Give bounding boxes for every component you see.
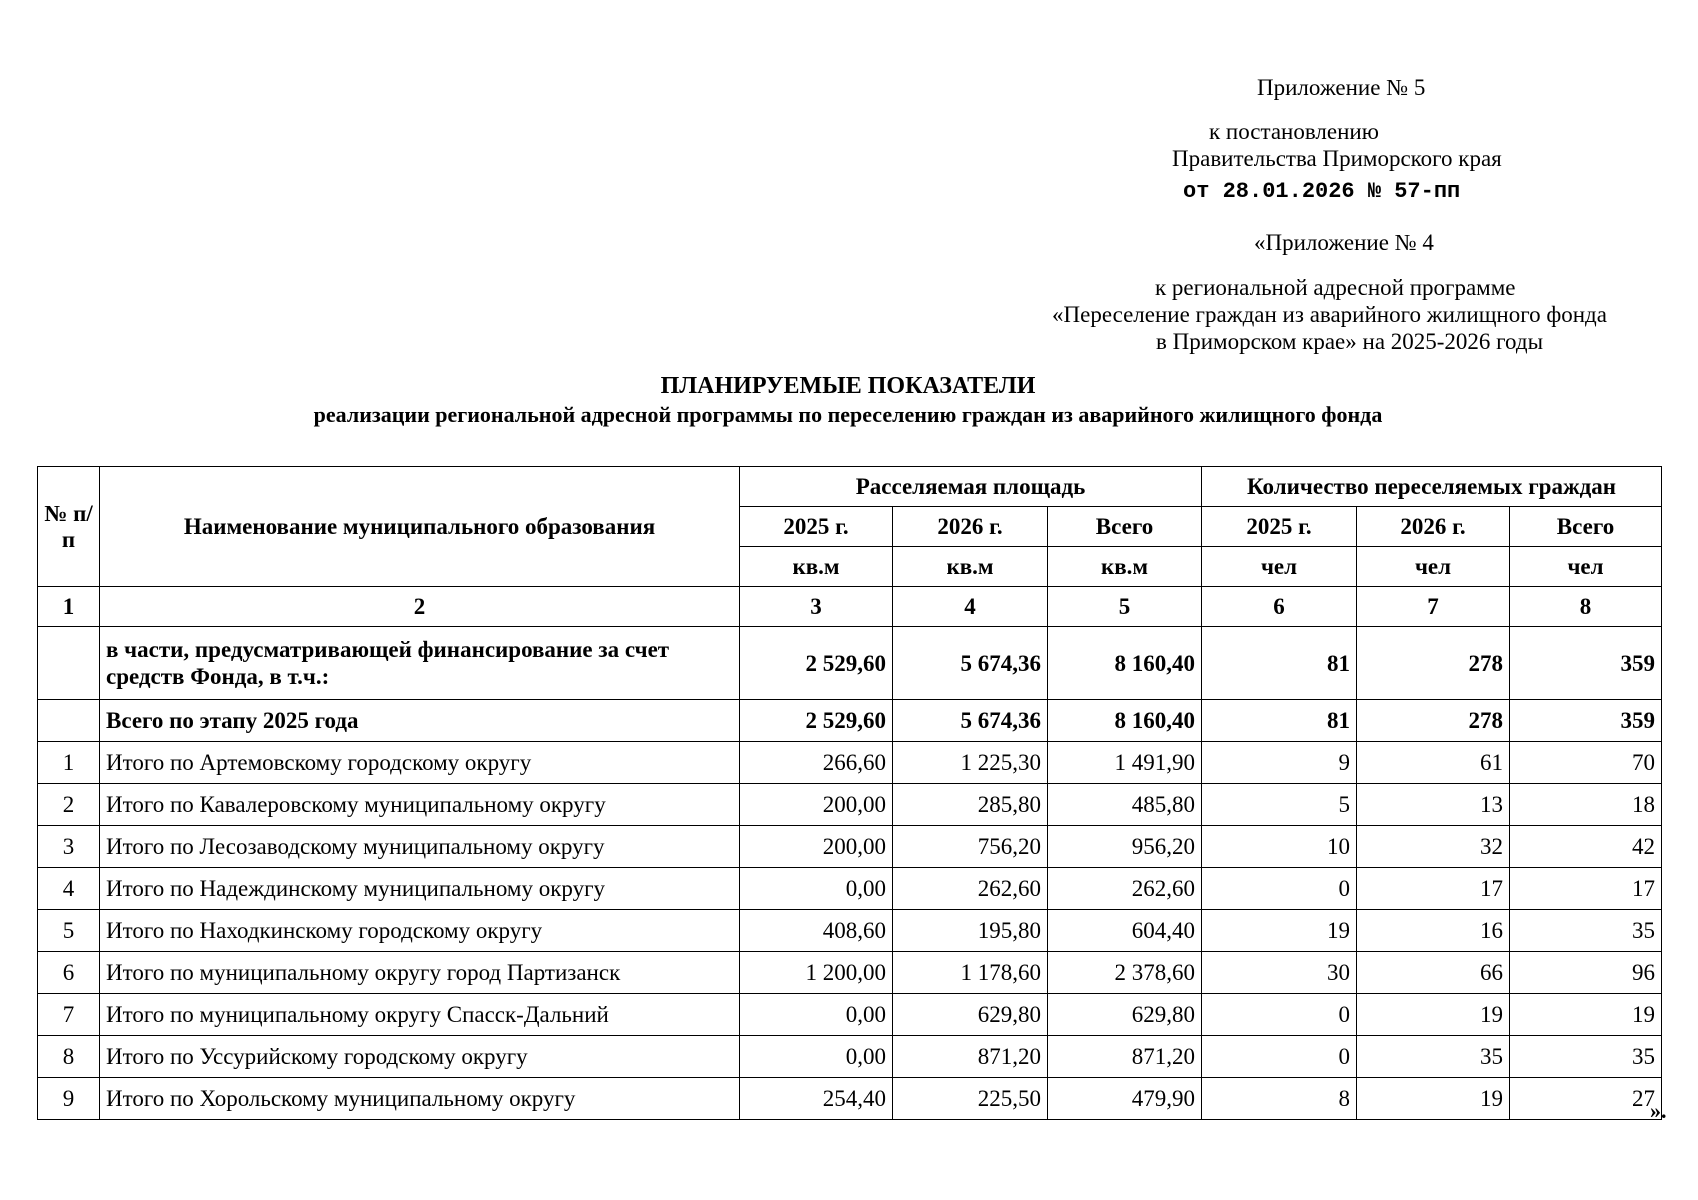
cell-area-2026: 629,80 — [893, 994, 1048, 1036]
document-subtitle: реализации региональной адресной программы по переселению граждан из аварийного жилищного фонда — [313, 402, 1383, 427]
to-decree-line: к постановлению — [1209, 119, 1379, 144]
cell-people-2025: 9 — [1202, 742, 1357, 784]
cell-name: Итого по Хорольскому муниципальному округу — [100, 1078, 740, 1120]
cell-people-total: 70 — [1510, 742, 1662, 784]
government-line: Правительства Приморского края — [1172, 146, 1502, 171]
column-number: 7 — [1357, 587, 1510, 627]
cell-people-2026: 278 — [1357, 700, 1510, 742]
header-row-groups — [38, 467, 1662, 507]
header-name: Наименование муниципального образования — [100, 467, 740, 587]
program-line-1: к региональной адресной программе — [1155, 275, 1516, 300]
cell-people-2026: 66 — [1357, 952, 1510, 994]
cell-area-2026: 225,50 — [893, 1078, 1048, 1120]
header-area-2026: 2026 г. — [893, 507, 1048, 547]
cell-people-2026: 19 — [1357, 994, 1510, 1036]
cell-people-2026: 32 — [1357, 826, 1510, 868]
cell-people-2025: 0 — [1202, 868, 1357, 910]
cell-area-total: 485,80 — [1048, 784, 1202, 826]
cell-people-total: 359 — [1510, 627, 1662, 700]
cell-area-total: 262,60 — [1048, 868, 1202, 910]
column-number: 3 — [740, 587, 893, 627]
cell-people-total: 27 — [1510, 1078, 1662, 1120]
cell-people-2025: 0 — [1202, 994, 1357, 1036]
cell-num: 3 — [38, 826, 100, 868]
column-number: 1 — [38, 587, 100, 627]
cell-people-total: 35 — [1510, 1036, 1662, 1078]
cell-area-2025: 1 200,00 — [740, 952, 893, 994]
table-row — [38, 868, 1662, 910]
cell-area-2026: 1 225,30 — [893, 742, 1048, 784]
cell-num: 9 — [38, 1078, 100, 1120]
cell-name: Итого по Находкинскому городскому округу — [100, 910, 740, 952]
cell-area-2025: 0,00 — [740, 1036, 893, 1078]
column-number: 6 — [1202, 587, 1357, 627]
cell-people-total: 17 — [1510, 868, 1662, 910]
cell-area-total: 604,40 — [1048, 910, 1202, 952]
cell-people-2025: 5 — [1202, 784, 1357, 826]
summary-name: Всего по этапу 2025 года — [100, 700, 740, 742]
document-title: ПЛАНИРУЕМЫЕ ПОКАЗАТЕЛИ — [660, 373, 1036, 399]
table-row — [38, 952, 1662, 994]
cell-people-2025: 19 — [1202, 910, 1357, 952]
cell-num: 6 — [38, 952, 100, 994]
program-line-2: «Переселение граждан из аварийного жилищного фонда — [1052, 302, 1607, 327]
unit-people: чел — [1510, 547, 1662, 587]
cell-people-total: 19 — [1510, 994, 1662, 1036]
cell-people-total: 18 — [1510, 784, 1662, 826]
cell-area-2025: 200,00 — [740, 784, 893, 826]
cell-area-2026: 5 674,36 — [893, 627, 1048, 700]
summary-num — [38, 627, 100, 700]
header-area-total: Всего — [1048, 507, 1202, 547]
cell-area-2026: 756,20 — [893, 826, 1048, 868]
table-row — [38, 784, 1662, 826]
cell-name: Итого по муниципальному округу город Партизанск — [100, 952, 740, 994]
cell-num: 1 — [38, 742, 100, 784]
cell-area-total: 2 378,60 — [1048, 952, 1202, 994]
cell-num: 7 — [38, 994, 100, 1036]
unit-area: кв.м — [1048, 547, 1202, 587]
cell-name: Итого по Кавалеровскому муниципальному округу — [100, 784, 740, 826]
cell-name: Итого по муниципальному округу Спасск-Дальний — [100, 994, 740, 1036]
column-number: 8 — [1510, 587, 1662, 627]
cell-people-total: 35 — [1510, 910, 1662, 952]
cell-name: Итого по Лесозаводскому муниципальному округу — [100, 826, 740, 868]
indicators-table — [37, 466, 1662, 1120]
cell-people-2026: 278 — [1357, 627, 1510, 700]
cell-area-2025: 266,60 — [740, 742, 893, 784]
cell-area-total: 956,20 — [1048, 826, 1202, 868]
cell-num: 8 — [38, 1036, 100, 1078]
cell-people-2026: 35 — [1357, 1036, 1510, 1078]
cell-area-2025: 200,00 — [740, 826, 893, 868]
cell-area-2026: 1 178,60 — [893, 952, 1048, 994]
cell-area-total: 8 160,40 — [1048, 627, 1202, 700]
cell-people-2025: 81 — [1202, 627, 1357, 700]
summary-row-stage — [38, 700, 1662, 742]
header-people-group: Количество переселяемых граждан — [1202, 467, 1662, 507]
unit-people: чел — [1202, 547, 1357, 587]
cell-area-2026: 195,80 — [893, 910, 1048, 952]
cell-area-2025: 2 529,60 — [740, 627, 893, 700]
cell-people-2025: 8 — [1202, 1078, 1357, 1120]
header-people-2025: 2025 г. — [1202, 507, 1357, 547]
column-number: 4 — [893, 587, 1048, 627]
cell-area-2026: 262,60 — [893, 868, 1048, 910]
cell-area-2025: 408,60 — [740, 910, 893, 952]
header-area-group: Расселяемая площадь — [740, 467, 1202, 507]
cell-people-2026: 16 — [1357, 910, 1510, 952]
data-rows — [38, 742, 1662, 1120]
summary-num — [38, 700, 100, 742]
column-number: 5 — [1048, 587, 1202, 627]
cell-people-2025: 0 — [1202, 1036, 1357, 1078]
cell-area-2025: 0,00 — [740, 994, 893, 1036]
cell-area-2025: 254,40 — [740, 1078, 893, 1120]
cell-people-2025: 10 — [1202, 826, 1357, 868]
cell-people-total: 42 — [1510, 826, 1662, 868]
table-row — [38, 1078, 1662, 1120]
summary-name: в части, предусматривающей финансирование за счет средств Фонда, в т.ч.: — [100, 627, 740, 700]
table-row — [38, 1036, 1662, 1078]
cell-area-total: 479,90 — [1048, 1078, 1202, 1120]
cell-people-total: 359 — [1510, 700, 1662, 742]
header-area-2025: 2025 г. — [740, 507, 893, 547]
table-row — [38, 826, 1662, 868]
previous-appendix-number: «Приложение № 4 — [1254, 230, 1434, 255]
cell-area-total: 1 491,90 — [1048, 742, 1202, 784]
cell-area-total: 871,20 — [1048, 1036, 1202, 1078]
column-number: 2 — [100, 587, 740, 627]
cell-people-2026: 13 — [1357, 784, 1510, 826]
cell-area-2025: 0,00 — [740, 868, 893, 910]
cell-people-total: 96 — [1510, 952, 1662, 994]
table-row — [38, 742, 1662, 784]
cell-area-2025: 2 529,60 — [740, 700, 893, 742]
cell-name: Итого по Уссурийскому городскому округу — [100, 1036, 740, 1078]
header-people-total: Всего — [1510, 507, 1662, 547]
column-number-row — [38, 587, 1662, 627]
cell-people-2026: 61 — [1357, 742, 1510, 784]
cell-name: Итого по Артемовскому городскому округу — [100, 742, 740, 784]
unit-area: кв.м — [740, 547, 893, 587]
cell-num: 4 — [38, 868, 100, 910]
cell-area-total: 629,80 — [1048, 994, 1202, 1036]
unit-people: чел — [1357, 547, 1510, 587]
cell-num: 5 — [38, 910, 100, 952]
appendix-number: Приложение № 5 — [1257, 75, 1426, 100]
table-row — [38, 994, 1662, 1036]
closing-quote: ». — [1650, 1098, 1667, 1123]
header-num: № п/п — [38, 467, 100, 587]
unit-area: кв.м — [893, 547, 1048, 587]
summary-row-fund — [38, 627, 1662, 700]
table-row — [38, 910, 1662, 952]
cell-people-2026: 17 — [1357, 868, 1510, 910]
header-people-2026: 2026 г. — [1357, 507, 1510, 547]
program-line-3: в Приморском крае» на 2025-2026 годы — [1156, 329, 1544, 354]
decree-reference: от 28.01.2026 № 57-пп — [1183, 179, 1461, 204]
cell-people-2025: 81 — [1202, 700, 1357, 742]
cell-name: Итого по Надеждинскому муниципальному округу — [100, 868, 740, 910]
cell-area-2026: 871,20 — [893, 1036, 1048, 1078]
cell-area-2026: 285,80 — [893, 784, 1048, 826]
cell-area-2026: 5 674,36 — [893, 700, 1048, 742]
cell-area-total: 8 160,40 — [1048, 700, 1202, 742]
cell-people-2026: 19 — [1357, 1078, 1510, 1120]
cell-num: 2 — [38, 784, 100, 826]
cell-people-2025: 30 — [1202, 952, 1357, 994]
